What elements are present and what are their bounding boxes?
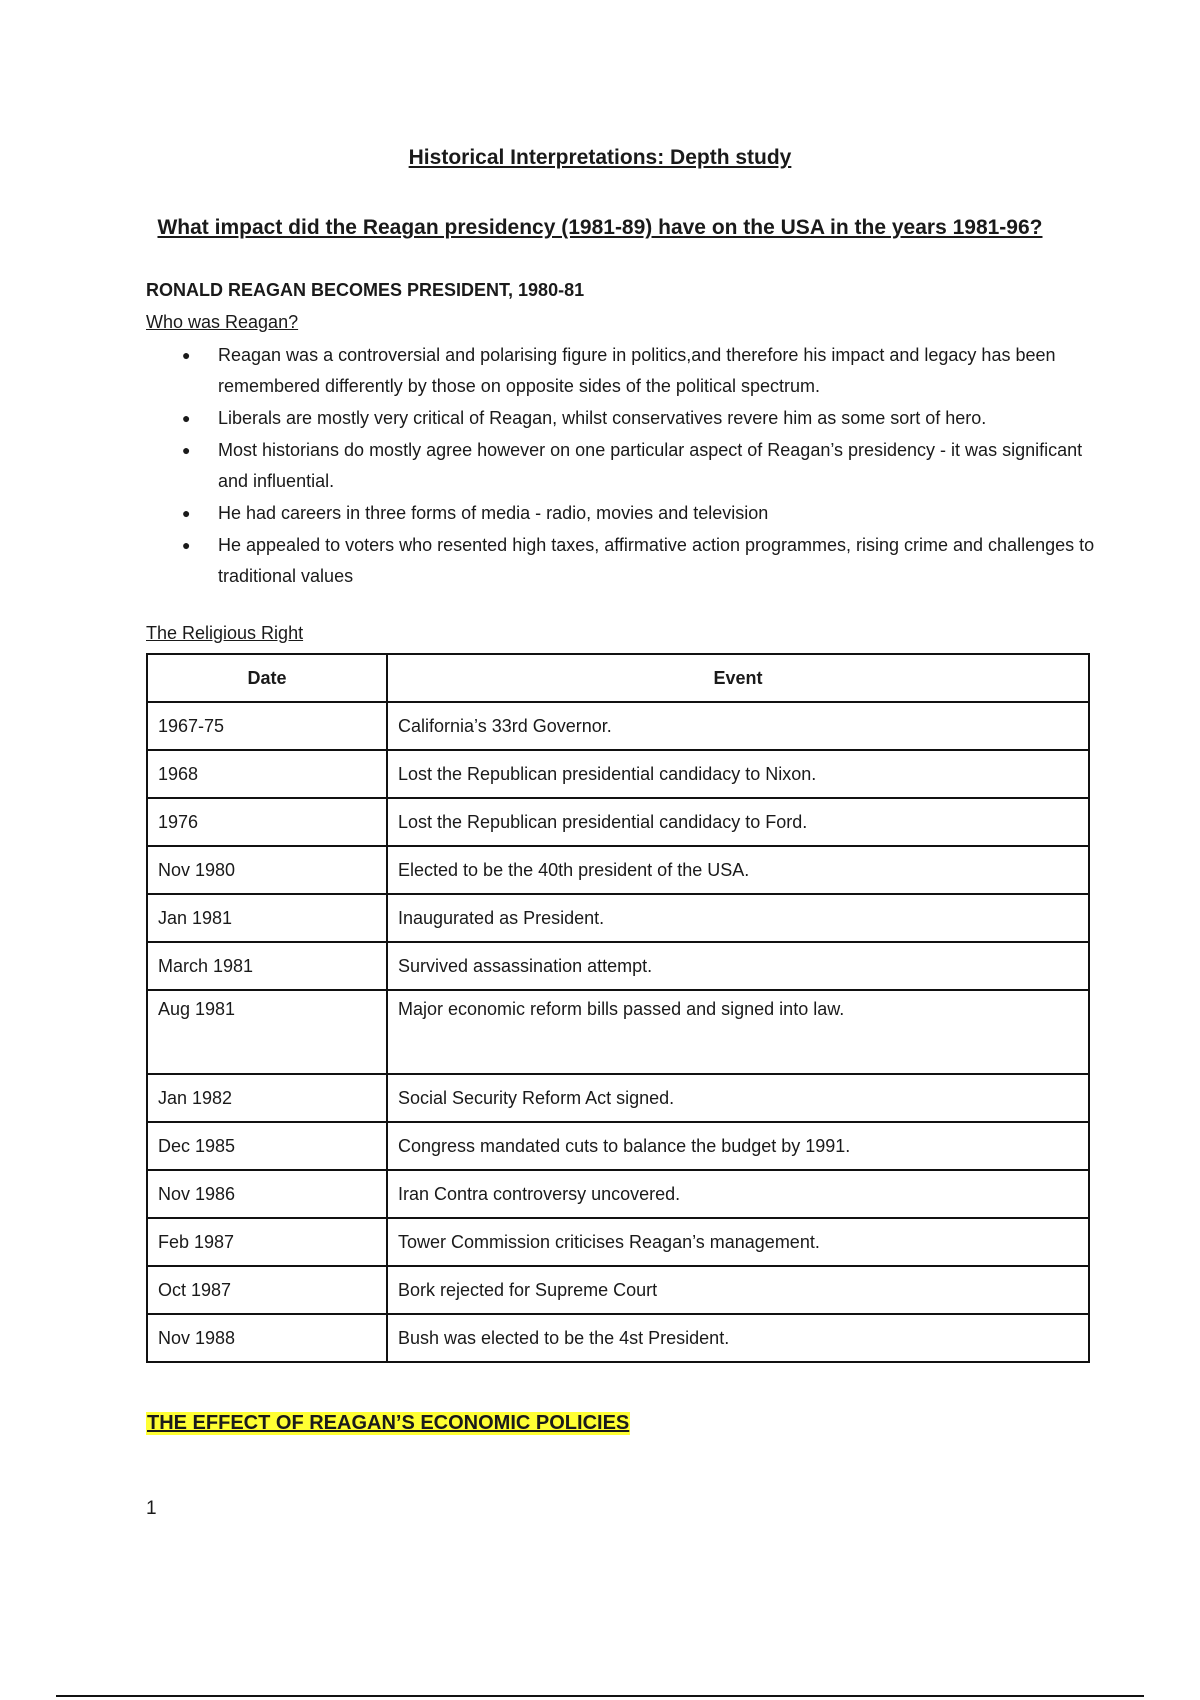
subheading-who-was-reagan: Who was Reagan? [146, 312, 299, 332]
highlighted-section-heading: THE EFFECT OF REAGAN’S ECONOMIC POLICIES [147, 1412, 630, 1434]
event-cell: Social Security Reform Act signed. [387, 1074, 1089, 1122]
date-cell: 1976 [147, 798, 387, 846]
table-row [147, 942, 1089, 990]
event-cell: Congress mandated cuts to balance the budget by 1991. [387, 1122, 1089, 1170]
event-cell: Elected to be the 40th president of the USA. [387, 846, 1089, 894]
date-cell: 1967-75 [147, 702, 387, 750]
date-cell: Dec 1985 [147, 1122, 387, 1170]
event-cell: Lost the Republican presidential candidacy to Ford. [387, 798, 1089, 846]
table-row [147, 1170, 1089, 1218]
document-title: Historical Interpretations: Depth study [408, 146, 792, 169]
table-row [147, 990, 1089, 1074]
table-row [147, 1074, 1089, 1122]
date-cell: 1968 [147, 750, 387, 798]
table-row [147, 1218, 1089, 1266]
date-cell: Nov 1988 [147, 1314, 387, 1362]
event-cell: Tower Commission criticises Reagan’s management. [387, 1218, 1089, 1266]
bullet-item: ● Reagan was a controversial and polarising figure in politics,and therefore his impact and legacy has been remembered differently by those on opposite sides of the political spectrum. [146, 340, 1096, 402]
bullet-item: ● Most historians do mostly agree however on one particular aspect of Reagan’s presidency - it was significant and influential. [146, 435, 1096, 497]
date-cell: Oct 1987 [147, 1266, 387, 1314]
event-cell: Bork rejected for Supreme Court [387, 1266, 1089, 1314]
date-cell: March 1981 [147, 942, 387, 990]
date-cell: Jan 1982 [147, 1074, 387, 1122]
table-row [147, 1122, 1089, 1170]
bullet-item: ● He appealed to voters who resented high taxes, affirmative action programmes, rising crime and challenges to traditional values [146, 530, 1096, 592]
subheading-religious-right: The Religious Right [146, 623, 304, 643]
bullet-list [146, 340, 1096, 593]
event-cell: Lost the Republican presidential candidacy to Nixon. [387, 750, 1089, 798]
event-cell: Major economic reform bills passed and signed into law. [387, 990, 1089, 1074]
table-header-row [147, 654, 1089, 702]
table-row [147, 798, 1089, 846]
table-row [147, 702, 1089, 750]
table-row [147, 846, 1089, 894]
study-question: What impact did the Reagan presidency (1981-89) have on the USA in the years 1981-96? [157, 216, 1043, 239]
timeline-table [146, 653, 1090, 1363]
table-row [147, 894, 1089, 942]
date-cell: Feb 1987 [147, 1218, 387, 1266]
event-cell: Bush was elected to be the 4st President. [387, 1314, 1089, 1362]
table-row [147, 1314, 1089, 1362]
bullet-item: ● He had careers in three forms of media - radio, movies and television [146, 498, 1096, 529]
date-cell: Aug 1981 [147, 990, 387, 1074]
bullet-item: ● Liberals are mostly very critical of Reagan, whilst conservatives revere him as some sort of hero. [146, 403, 1096, 434]
table-row [147, 750, 1089, 798]
date-cell: Nov 1980 [147, 846, 387, 894]
event-cell: Survived assassination attempt. [387, 942, 1089, 990]
table-row [147, 1266, 1089, 1314]
event-cell: Iran Contra controversy uncovered. [387, 1170, 1089, 1218]
section-heading: RONALD REAGAN BECOMES PRESIDENT, 1980-81 [146, 280, 585, 300]
date-cell: Nov 1986 [147, 1170, 387, 1218]
footer-divider [56, 1695, 1144, 1697]
date-cell: Jan 1981 [147, 894, 387, 942]
column-header-event: Event [387, 654, 1089, 702]
column-header-date: Date [147, 654, 387, 702]
event-cell: California’s 33rd Governor. [387, 702, 1089, 750]
event-cell: Inaugurated as President. [387, 894, 1089, 942]
page-number: 1 [146, 1498, 157, 1519]
